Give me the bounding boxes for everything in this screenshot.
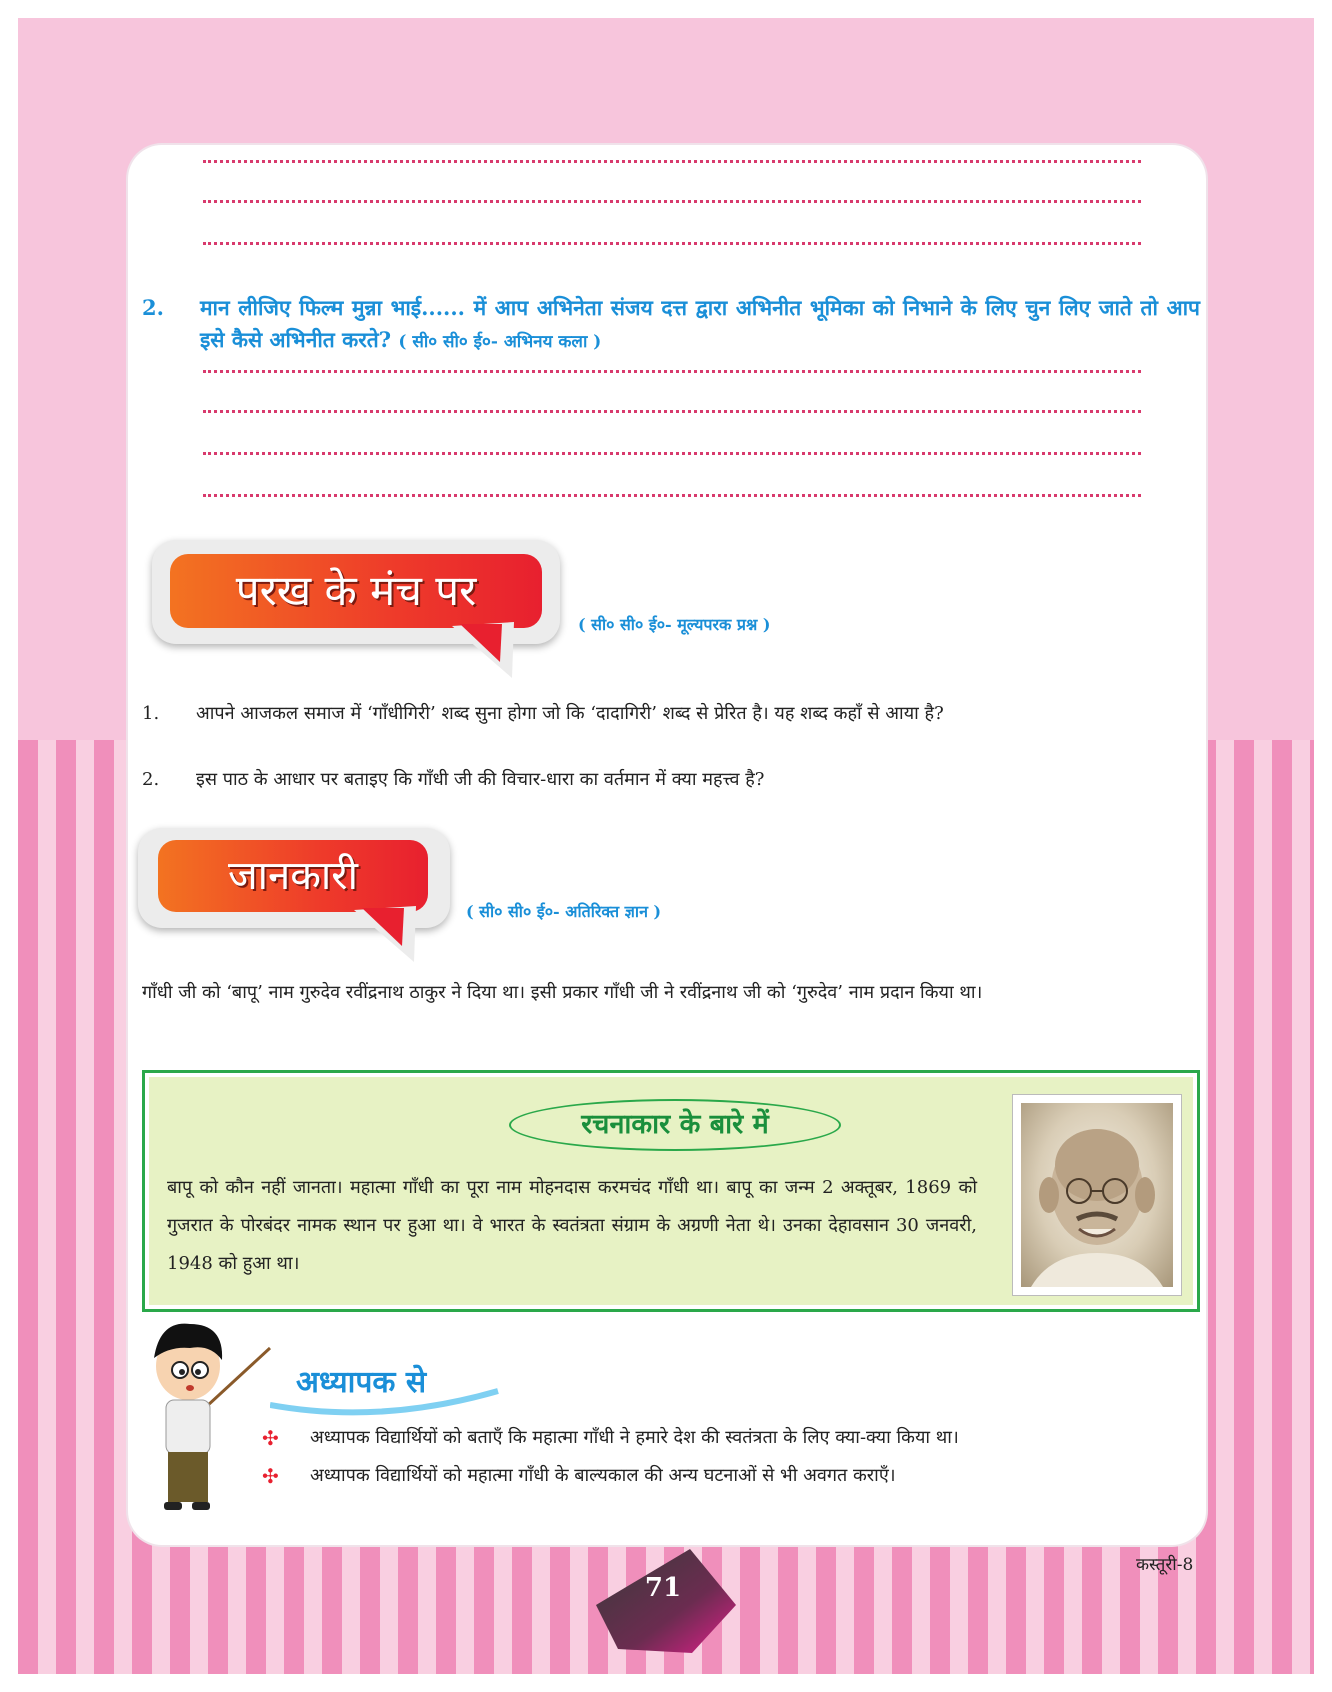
parakh-subtitle: ( सी० सी० ई०- मूल्यपरक प्रश्न ) bbox=[578, 615, 771, 634]
jankari-title: जानकारी bbox=[158, 840, 428, 912]
item-number: 1. bbox=[142, 703, 160, 724]
question-text: मान लीजिए फिल्म मुन्ना भाई...... में आप अभिनेता संजय दत्त द्वारा अभिनीत भूमिका को निभाने के लिए चुन लिए जाते तो आप इसे कैसे अभिनीत करते? bbox=[200, 295, 1200, 352]
answer-line bbox=[203, 410, 1141, 413]
portrait-image bbox=[1021, 1103, 1173, 1287]
answer-line bbox=[203, 370, 1141, 373]
speech-tail-icon bbox=[452, 622, 522, 682]
answer-line bbox=[203, 160, 1141, 163]
author-box bbox=[142, 1070, 1200, 1312]
question-tag: ( सी० सी० ई०- अभिनय कला ) bbox=[398, 332, 602, 352]
swoosh-decoration bbox=[270, 1385, 500, 1421]
answer-line bbox=[203, 242, 1141, 245]
teacher-item-text: अध्यापक विद्यार्थियों को महात्मा गाँधी के बाल्यकाल की अन्य घटनाओं से भी अवगत कराएँ। bbox=[310, 1465, 896, 1486]
answer-line bbox=[203, 200, 1141, 203]
jankari-text: गाँधी जी को ‘बापू’ नाम गुरुदेव रवींद्रनाथ ठाकुर ने दिया था। इसी प्रकार गाँधी जी ने रवींद्रनाथ जी को ‘गुरुदेव’ नाम प्रदान किया था। bbox=[142, 982, 983, 1003]
page-number-badge bbox=[588, 1545, 738, 1655]
item-text: इस पाठ के आधार पर बताइए कि गाँधी जी की विचार-धारा का वर्तमान में क्या महत्त्व है? bbox=[196, 769, 765, 790]
author-heading: रचनाकार के बारे में bbox=[509, 1099, 841, 1151]
answer-line bbox=[203, 494, 1141, 497]
parakh-title: परख के मंच पर bbox=[170, 554, 542, 628]
page-number: 71 bbox=[644, 1573, 682, 1603]
author-photo bbox=[1013, 1095, 1181, 1295]
answer-line bbox=[203, 452, 1141, 455]
jankari-subtitle: ( सी० सी० ई०- अतिरिक्त ज्ञान ) bbox=[466, 902, 662, 921]
bullet-icon: ✣ bbox=[262, 1464, 279, 1488]
item-number: 2. bbox=[142, 769, 160, 790]
teacher-item-text: अध्यापक विद्यार्थियों को बताएँ कि महात्मा गाँधी ने हमारे देश की स्वतंत्रता के लिए क्या-क्या किया था। bbox=[310, 1427, 959, 1448]
teacher-title: अध्यापक से bbox=[296, 1365, 427, 1400]
question-number: 2. bbox=[142, 295, 164, 320]
item-text: आपने आजकल समाज में ‘गाँधीगिरी’ शब्द सुना होगा जो कि ‘दादागिरी’ शब्द से प्रेरित है। यह शब्द कहाँ से आया है? bbox=[196, 703, 944, 724]
book-name: कस्तूरी-8 bbox=[1136, 1555, 1194, 1575]
author-bio: बापू को कौन नहीं जानता। महात्मा गाँधी का पूरा नाम मोहनदास करमचंद गाँधी था। बापू का जन्म 2 अक्तूबर, 1869 को गुजरात के पोरबंदर नामक स्थान पर हुआ था। वे भारत के स्वतंत्रता संग्राम के अग्रणी नेता थे। उनका देहावसान 30 जनवरी, 1948 को हुआ था। bbox=[167, 1177, 977, 1274]
bullet-icon: ✣ bbox=[262, 1426, 279, 1450]
speech-tail-icon bbox=[354, 906, 424, 966]
